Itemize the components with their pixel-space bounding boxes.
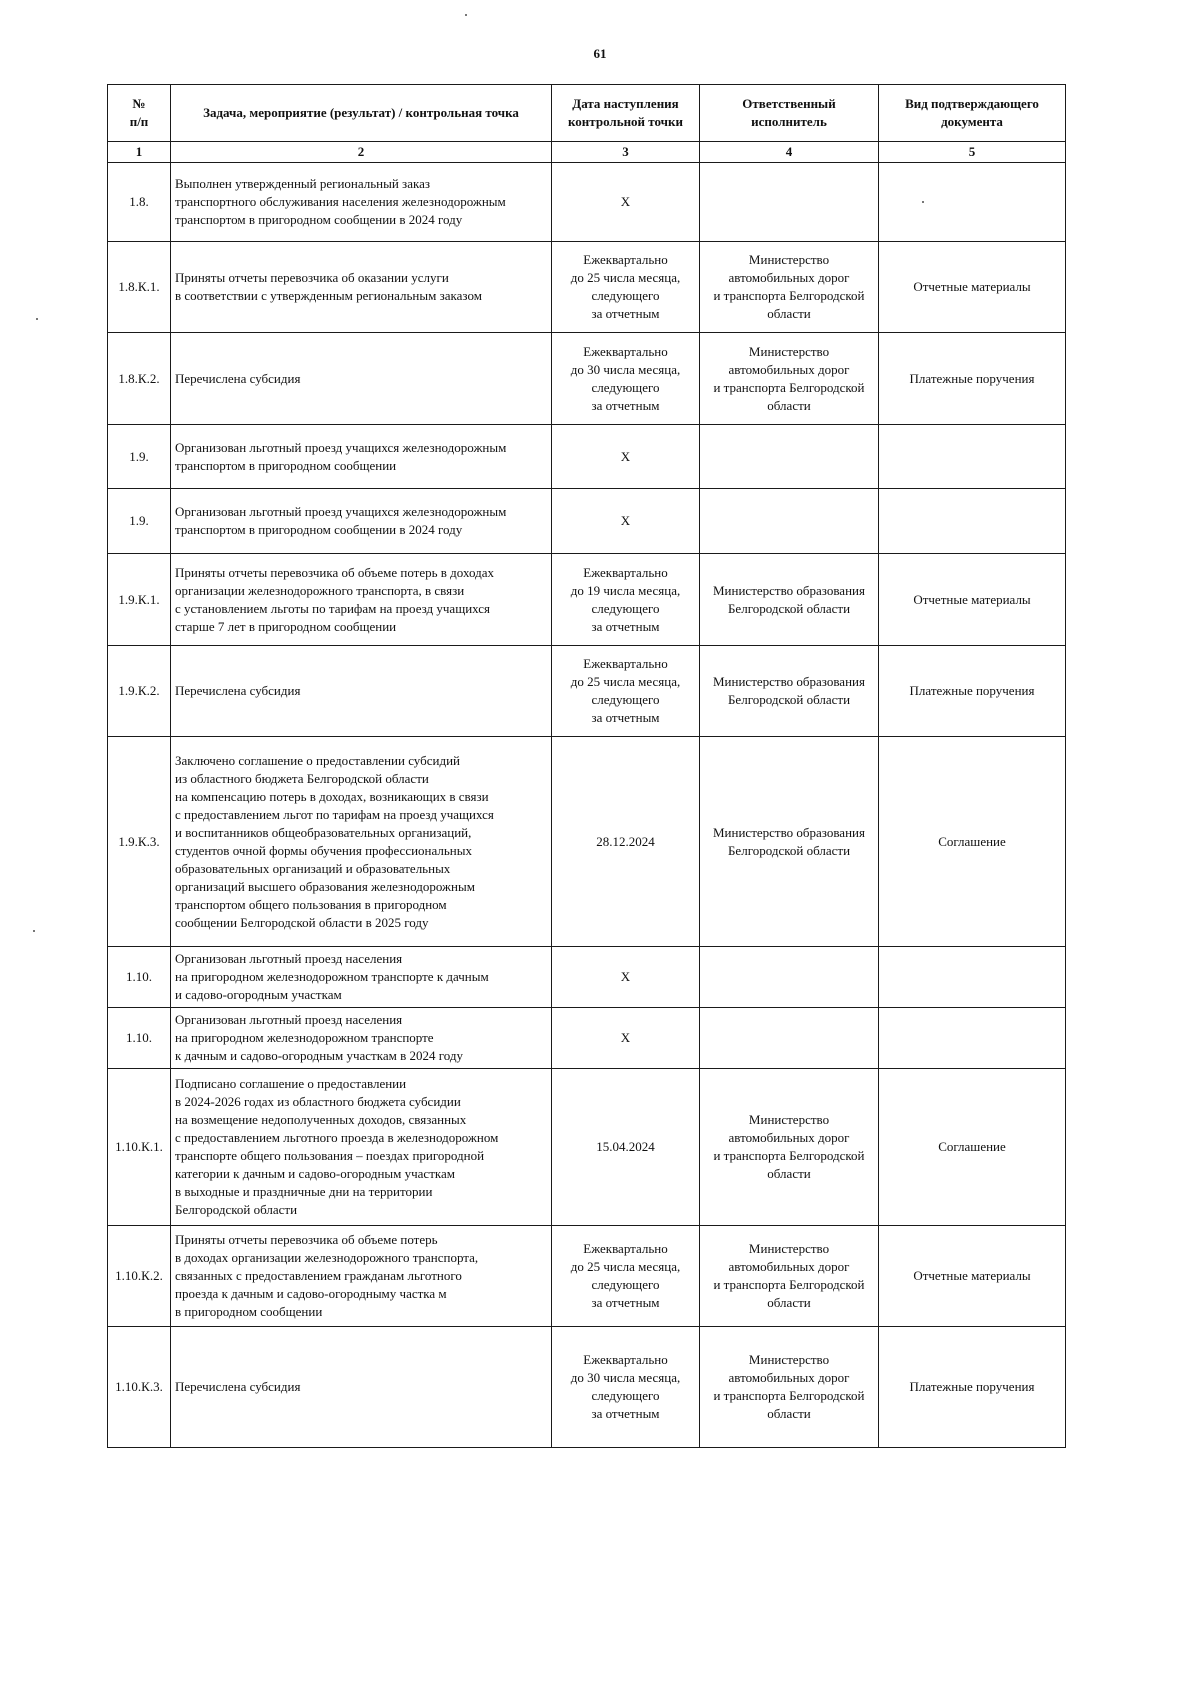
scan-speck [36, 318, 38, 320]
row-executor: Министерство образования Белгородской области [700, 737, 879, 947]
row-executor [700, 163, 879, 242]
header-task: Задача, мероприятие (результат) / контрольная точка [171, 85, 552, 142]
row-executor: Министерство автомобильных дорог и транспорта Белгородской области [700, 1226, 879, 1327]
row-number: 1.9.К.2. [108, 646, 171, 737]
row-document: Отчетные материалы [879, 1226, 1066, 1327]
header-executor: Ответственный исполнитель [700, 85, 879, 142]
row-task: Перечислена субсидия [171, 1327, 552, 1448]
row-date: 28.12.2024 [552, 737, 700, 947]
row-document: Платежные поручения [879, 333, 1066, 425]
row-date: Ежеквартально до 25 числа месяца, следующего за отчетным [552, 242, 700, 333]
row-task: Выполнен утвержденный региональный заказ транспортного обслуживания населения железнодорожным транспортом в пригородном сообщении в 2024 году [171, 163, 552, 242]
row-document: Платежные поручения [879, 1327, 1066, 1448]
row-task: Приняты отчеты перевозчика об объеме потерь в доходах организации железнодорожного транспорта, в связи с установлением льготы по тарифам на проезд учащихся старше 7 лет в пригородном сообщении [171, 554, 552, 646]
row-number: 1.10.К.2. [108, 1226, 171, 1327]
table-row [108, 1069, 1066, 1226]
row-task: Перечислена субсидия [171, 333, 552, 425]
row-date: Х [552, 947, 700, 1008]
column-number: 2 [171, 142, 552, 163]
table-row [108, 1226, 1066, 1327]
row-document: Соглашение [879, 1069, 1066, 1226]
column-numbers-row [108, 142, 1066, 163]
row-task: Перечислена субсидия [171, 646, 552, 737]
scan-speck [922, 201, 924, 203]
scan-speck [33, 930, 35, 932]
row-task: Заключено соглашение о предоставлении субсидий из областного бюджета Белгородской области на компенсацию потерь в доходах, возникающих в связи с предоставлением льгот по тарифам на проезд учащихся и воспитанников общеобразовательных организаций, студентов очной формы обучения профессиональных образовательных организаций и образовательных организаций высшего образования железнодорожным транспортом общего пользования в пригородном сообщении Белгородской области в 2025 году [171, 737, 552, 947]
row-executor: Министерство образования Белгородской области [700, 646, 879, 737]
table-header-row [108, 85, 1066, 142]
row-executor: Министерство автомобильных дорог и транспорта Белгородской области [700, 242, 879, 333]
row-number: 1.10. [108, 1008, 171, 1069]
row-task: Организован льготный проезд учащихся железнодорожным транспортом в пригородном сообщении [171, 425, 552, 489]
row-task: Организован льготный проезд учащихся железнодорожным транспортом в пригородном сообщении в 2024 году [171, 489, 552, 554]
table-row [108, 737, 1066, 947]
table-row [108, 947, 1066, 1008]
row-executor: Министерство автомобильных дорог и транспорта Белгородской области [700, 1069, 879, 1226]
column-number: 5 [879, 142, 1066, 163]
row-number: 1.9. [108, 489, 171, 554]
row-executor [700, 489, 879, 554]
column-number: 4 [700, 142, 879, 163]
table-row [108, 242, 1066, 333]
row-executor [700, 1008, 879, 1069]
page-number: 61 [593, 46, 607, 61]
table-row [108, 1008, 1066, 1069]
table-row [108, 489, 1066, 554]
row-executor [700, 425, 879, 489]
table-row [108, 1327, 1066, 1448]
row-date: Х [552, 489, 700, 554]
row-document: Платежные поручения [879, 646, 1066, 737]
row-document: Отчетные материалы [879, 554, 1066, 646]
row-document [879, 1008, 1066, 1069]
row-date: Х [552, 425, 700, 489]
scan-speck [465, 14, 467, 16]
header-number: № п/п [108, 85, 171, 142]
row-document [879, 163, 1066, 242]
row-task: Организован льготный проезд населения на пригородном железнодорожном транспорте к дачным и садово-огородным участкам в 2024 году [171, 1008, 552, 1069]
row-date: Ежеквартально до 30 числа месяца, следующего за отчетным [552, 333, 700, 425]
row-executor: Министерство автомобильных дорог и транспорта Белгородской области [700, 333, 879, 425]
header-document: Вид подтверждающего документа [879, 85, 1066, 142]
row-number: 1.9.К.3. [108, 737, 171, 947]
row-date: Ежеквартально до 30 числа месяца, следующего за отчетным [552, 1327, 700, 1448]
row-number: 1.10.К.1. [108, 1069, 171, 1226]
row-task: Организован льготный проезд населения на пригородном железнодорожном транспорте к дачным и садово-огородным участкам [171, 947, 552, 1008]
header-date: Дата наступления контрольной точки [552, 85, 700, 142]
row-number: 1.8. [108, 163, 171, 242]
row-number: 1.9. [108, 425, 171, 489]
table-row [108, 333, 1066, 425]
row-document [879, 425, 1066, 489]
row-date: Ежеквартально до 25 числа месяца, следующего за отчетным [552, 1226, 700, 1327]
row-number: 1.10.К.3. [108, 1327, 171, 1448]
row-task: Подписано соглашение о предоставлении в 2024-2026 годах из областного бюджета субсидии на возмещение недополученных доходов, связанных с предоставлением льготного проезда в железнодорожном транспорте общего пользования – поездах пригородной категории к дачным и садово-огородным участкам в выходные и праздничные дни на территории Белгородской области [171, 1069, 552, 1226]
row-number: 1.8.К.2. [108, 333, 171, 425]
row-number: 1.8.К.1. [108, 242, 171, 333]
row-document [879, 947, 1066, 1008]
column-number: 1 [108, 142, 171, 163]
row-document [879, 489, 1066, 554]
row-date: 15.04.2024 [552, 1069, 700, 1226]
row-task: Приняты отчеты перевозчика об оказании услуги в соответствии с утвержденным региональным заказом [171, 242, 552, 333]
table-row [108, 425, 1066, 489]
row-executor: Министерство автомобильных дорог и транспорта Белгородской области [700, 1327, 879, 1448]
row-date: Х [552, 163, 700, 242]
row-document: Соглашение [879, 737, 1066, 947]
row-executor: Министерство образования Белгородской области [700, 554, 879, 646]
row-document: Отчетные материалы [879, 242, 1066, 333]
row-date: Х [552, 1008, 700, 1069]
row-number: 1.9.К.1. [108, 554, 171, 646]
table-row [108, 646, 1066, 737]
row-date: Ежеквартально до 25 числа месяца, следующего за отчетным [552, 646, 700, 737]
row-number: 1.10. [108, 947, 171, 1008]
table-row [108, 554, 1066, 646]
row-task: Приняты отчеты перевозчика об объеме потерь в доходах организации железнодорожного транспорта, связанных с предоставлением гражданам льготного проезда к дачным и садово-огородныму частка м в пригородном сообщении [171, 1226, 552, 1327]
column-number: 3 [552, 142, 700, 163]
row-executor [700, 947, 879, 1008]
control-points-table [107, 84, 1066, 1448]
row-date: Ежеквартально до 19 числа месяца, следующего за отчетным [552, 554, 700, 646]
